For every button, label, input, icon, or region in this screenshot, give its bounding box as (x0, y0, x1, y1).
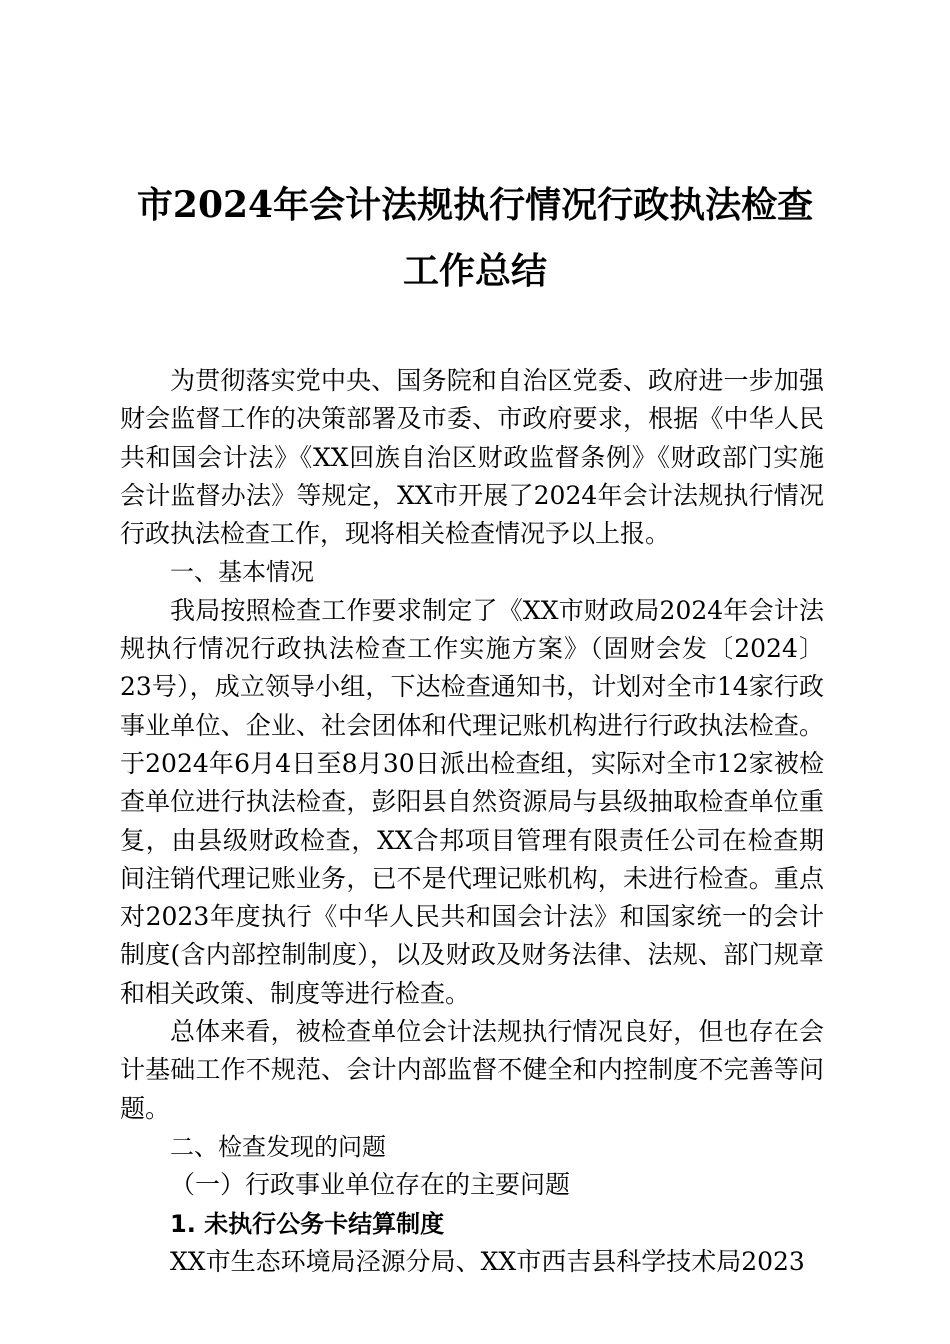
intro-paragraph: 为贯彻落实党中央、国务院和自治区党委、政府进一步加强财会监督工作的决策部署及市委、市政府要求，根据《中华人民共和国会计法》《XX回族自治区财政监督条例》《财政部门实施会计监督办法》等规定，XX市开展了2024年会计法规执行情况行政执法检查工作，现将相关检查情况予以上报。 (120, 366, 824, 549)
document-title: 市2024年会计法规执行情况行政执法检查工作总结 (136, 184, 814, 292)
item-heading-official-card: 1. 未执行公务卡结算制度 (170, 1209, 445, 1238)
document-body (120, 362, 824, 1281)
section-heading-problems: 二、检查发现的问题 (170, 1132, 386, 1161)
summary-paragraph: 总体来看，被检查单位会计法规执行情况良好，但也存在会计基础工作不规范、会计内部监督不健全和内控制度不完善等问题。 (120, 1017, 824, 1123)
item-paragraph: XX市生态环境局泾源分局、XX市西吉县科学技术局2023 (170, 1246, 805, 1276)
basic-situation-paragraph: 我局按照检查工作要求制定了《XX市财政局2024年会计法规执行情况行政执法检查工作实施方案》（固财会发〔2024〕23号），成立领导小组，下达检查通知书，计划对全市14家行政事业单位、企业、社会团体和代理记账机构进行行政执法检查。于2024年6月4日至8月30日派出检查组，实际对全市12家被检查单位进行执法检查，彭阳县自然资源局与县级抽取检查单位重复，由县级财政检查，XX合邦项目管理有限责任公司在检查期间注销代理记账业务，已不是代理记账机构，未进行检查。重点对2023年度执行《中华人民共和国会计法》和国家统一的会计制度(含内部控制制度），以及财政及财务法律、法规、部门规章和相关政策、制度等进行检查。 (120, 595, 824, 1008)
section-heading-basic: 一、基本情况 (170, 558, 314, 587)
subsection-heading-admin-units: （一）行政事业单位存在的主要问题 (170, 1170, 571, 1200)
